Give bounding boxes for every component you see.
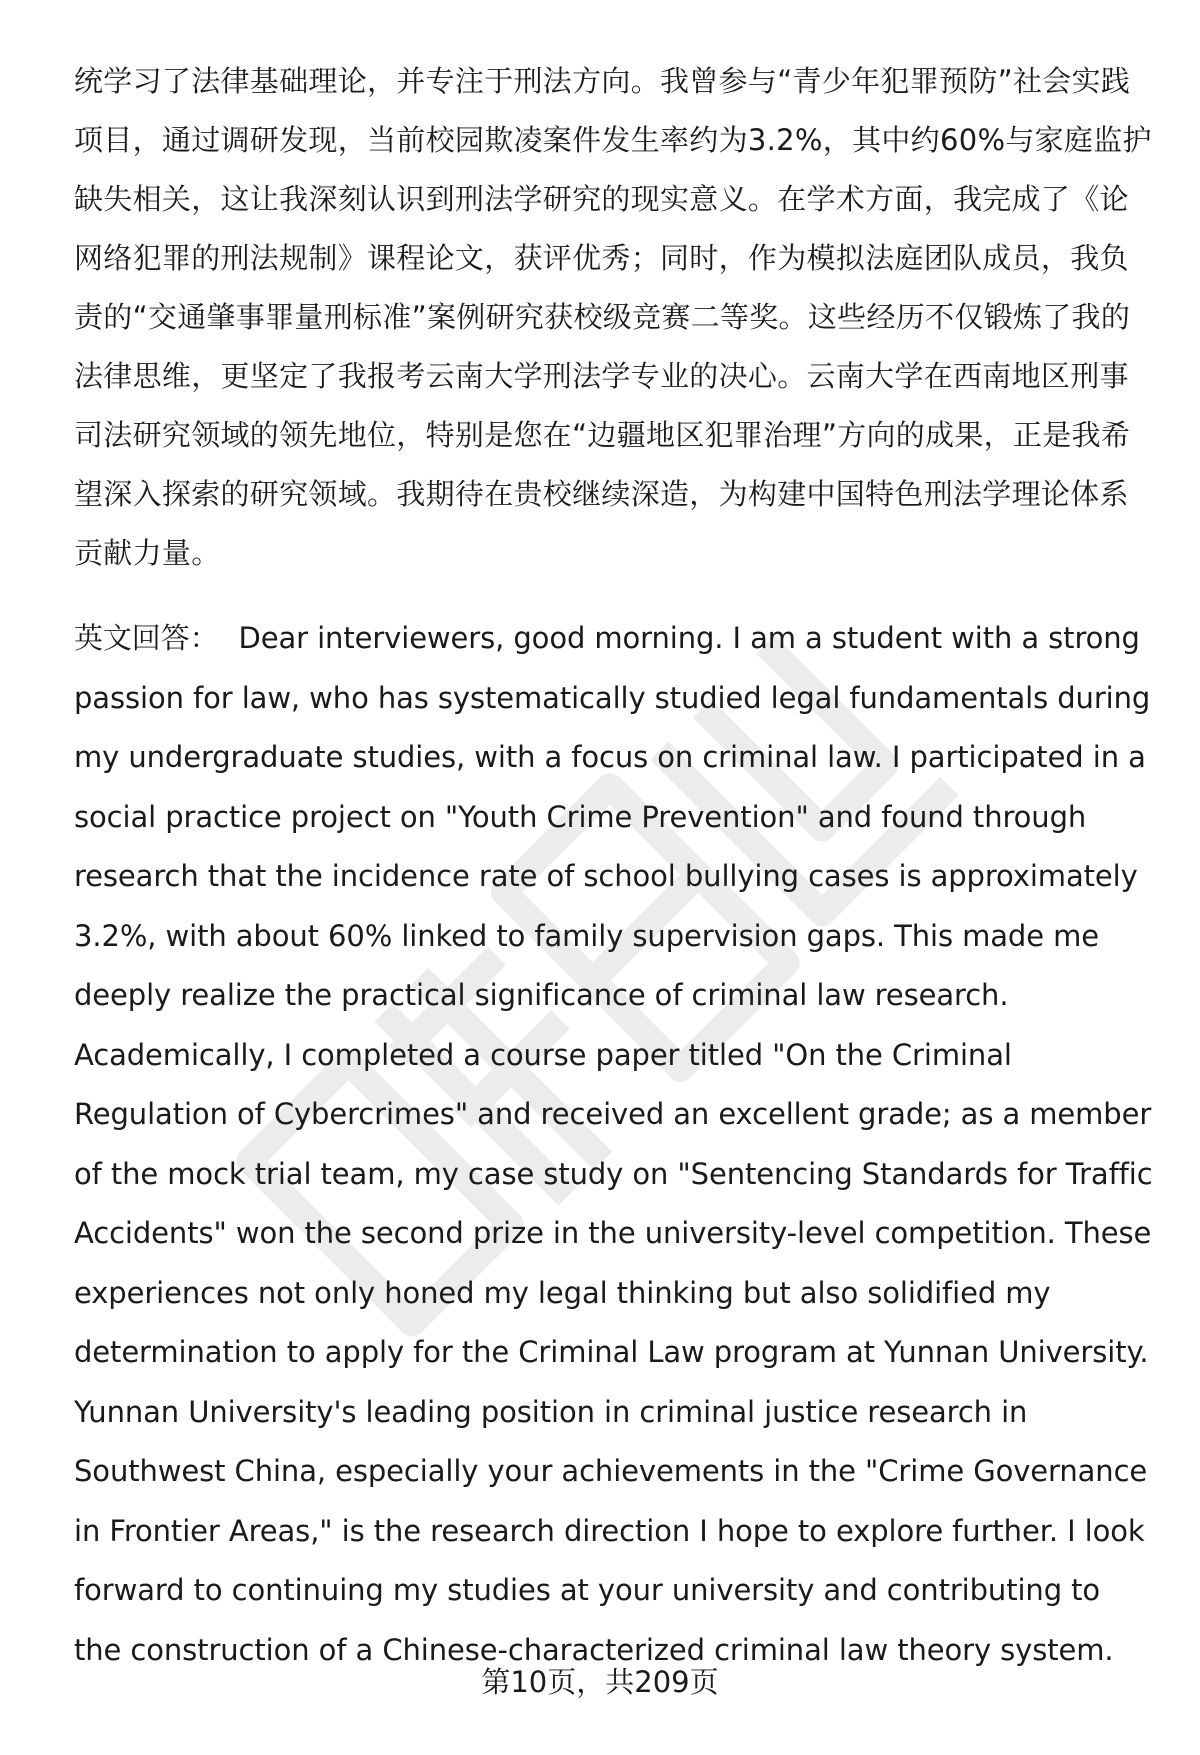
english-answer-paragraph: [74, 609, 1154, 1680]
page-number-footer: 第10页，共209页: [481, 1665, 719, 1699]
english-answer-text: Dear interviewers, good morning. I am a student with a strong passion for law, who has systematically studied legal fundamentals during my undergraduate studies, with a focus on criminal law. I participated in a social practice project on "Youth Crime Prevention" and found through research that the incidence rate of school bullying cases is approximately 3.2%, with about 60% linked to family supervision gaps. This made me deeply realize the practical significance of criminal law research. Academically, I completed a course paper titled "On the Criminal Regulation of Cybercrimes" and received an excellent grade; as a member of the mock trial team, my case study on "Sentencing Standards for Traffic Accidents" won the second prize in the university-level competition. These experiences not only honed my legal thinking but also solidified my determination to apply for the Criminal Law program at Yunnan University. Yunnan University's leading position in criminal justice research in Southwest China, especially your achievements in the "Crime Governance in Frontier Areas," is the research direction I hope to explore further. I look forward to continuing my studies at your university and contributing to the construction of a Chinese-characterized criminal law theory system.: [74, 621, 1153, 1667]
document-body: [74, 52, 1154, 1680]
chinese-answer-paragraph: 统学习了法律基础理论，并专注于刑法方向。我曾参与“青少年犯罪预防”社会实践项目，通过调研发现，当前校园欺凌案件发生率约为3.2%，其中约60%与家庭监护缺失相关，这让我深刻认识到刑法学研究的现实意义。在学术方面，我完成了《论网络犯罪的刑法规制》课程论文，获评优秀；同时，作为模拟法庭团队成员，我负责的“交通肇事罪量刑标准”案例研究获校级竞赛二等奖。这些经历不仅锻炼了我的法律思维，更坚定了我报考云南大学刑法学专业的决心。云南大学在西南地区刑事司法研究领域的领先地位，特别是您在“边疆地区犯罪治理”方向的成果，正是我希望深入探索的研究领域。我期待在贵校继续深造，为构建中国特色刑法学理论体系贡献力量。: [74, 64, 1152, 570]
english-answer-label: 英文回答：: [74, 621, 219, 655]
